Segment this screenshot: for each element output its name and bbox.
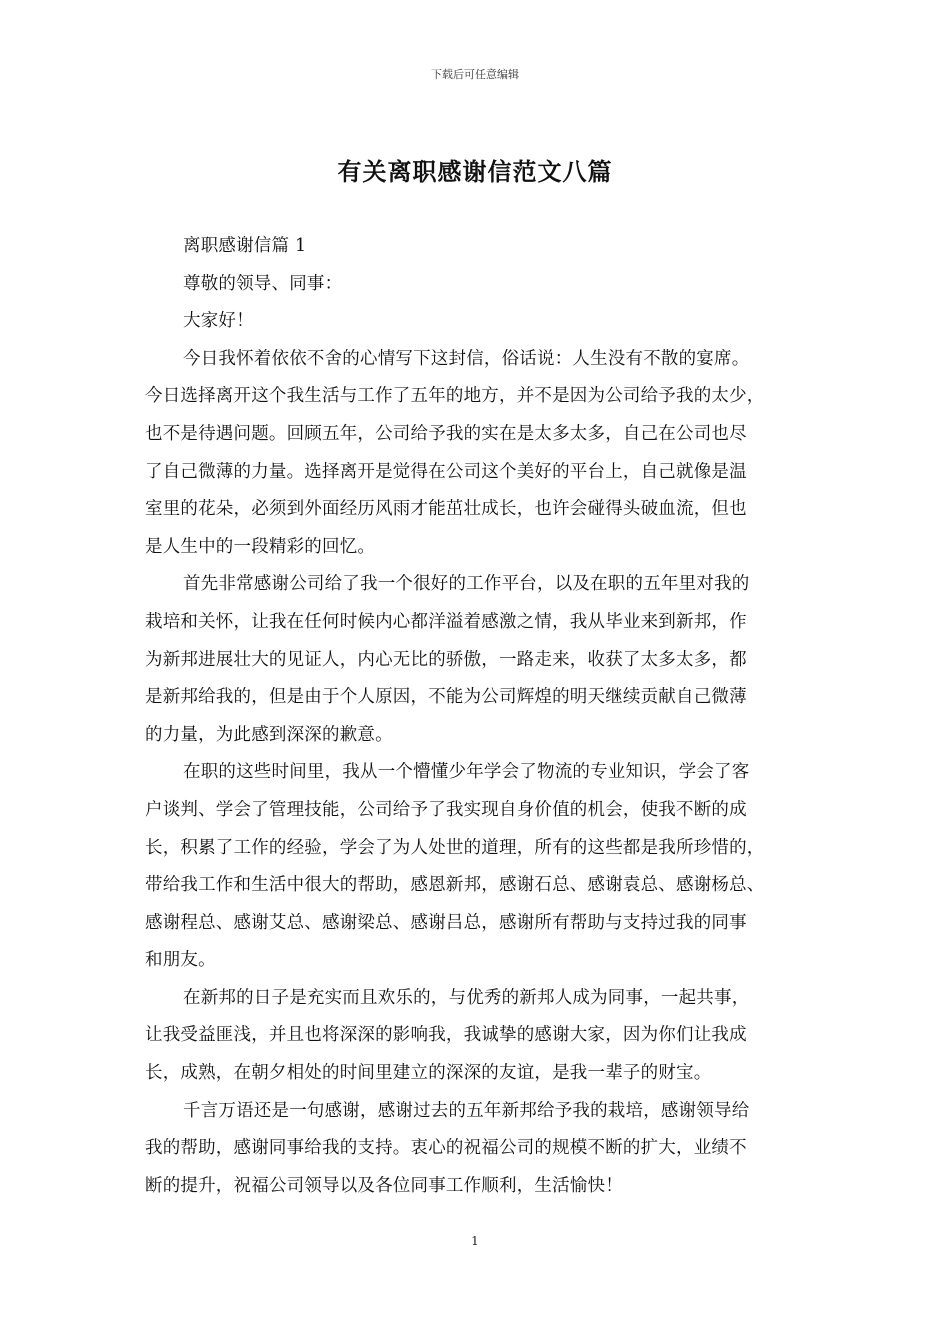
paragraph-line: 长，成熟，在朝夕相处的时间里建立的深深的友谊，是我一辈子的财宝。 [145, 1063, 712, 1084]
paragraph-line: 我的帮助，感谢同事给我的支持。衷心的祝福公司的规模不断的扩大，业绩不 [145, 1138, 747, 1159]
paragraph-line: 也不是待遇问题。回顾五年，公司给予我的实在是太多太多，自己在公司也尽 [145, 423, 747, 444]
page-number: 1 [471, 1234, 479, 1248]
paragraph-line: 今日选择离开这个我生活与工作了五年的地方，并不是因为公司给予我的太少， [145, 386, 765, 407]
paragraph-line: 是人生中的一段精彩的回忆。 [145, 536, 376, 557]
paragraph-line: 断的提升，祝福公司领导以及各位同事工作顺利，生活愉快！ [145, 1175, 623, 1196]
paragraph-line: 了自己微薄的力量。选择离开是觉得在公司这个美好的平台上，自己就像是温 [145, 461, 747, 482]
paragraph-line: 长，积累了工作的经验，学会了为人处世的道理，所有的这些都是我所珍惜的， [145, 837, 765, 858]
paragraph-line: 和朋友。 [145, 950, 216, 971]
paragraph-line: 室里的花朵，必须到外面经历风雨才能茁壮成长，也许会碰得头破血流，但也 [145, 499, 747, 520]
paragraph-line: 为新邦进展壮大的见证人，内心无比的骄傲，一路走来，收获了太多太多，都 [145, 649, 747, 670]
paragraph-line: 在职的这些时间里，我从一个懵懂少年学会了物流的专业知识，学会了客 [183, 762, 750, 783]
header-note: 下载后可任意编辑 [431, 68, 519, 81]
paragraph-line: 带给我工作和生活中很大的帮助，感恩新邦，感谢石总、感谢袁总、感谢杨总、 [145, 875, 765, 896]
paragraph-line: 在新邦的日子是充实而且欢乐的，与优秀的新邦人成为同事，一起共事， [183, 987, 750, 1008]
paragraph-line: 栽培和关怀，让我在任何时候内心都洋溢着感激之情，我从毕业来到新邦，作 [145, 611, 747, 632]
section-heading: 离职感谢信篇 1 [183, 236, 307, 256]
document-title: 有关离职感谢信范文八篇 [337, 157, 613, 186]
paragraph-line: 让我受益匪浅，并且也将深深的影响我，我诚挚的感谢大家，因为你们让我成 [145, 1025, 747, 1046]
greeting: 大家好！ [183, 311, 254, 332]
paragraph-line: 今日我怀着依依不舍的心情写下这封信，俗话说：人生没有不散的宴席。 [183, 348, 750, 369]
paragraph-line: 感谢程总、感谢艾总、感谢梁总、感谢吕总，感谢所有帮助与支持过我的同事 [145, 912, 747, 933]
paragraph-line: 户谈判、学会了管理技能，公司给予了我实现自身价值的机会，使我不断的成 [145, 799, 747, 820]
document-body [145, 228, 817, 1205]
salutation: 尊敬的领导、同事： [183, 273, 343, 294]
paragraph-line: 的力量，为此感到深深的歉意。 [145, 724, 393, 745]
paragraph-line: 千言万语还是一句感谢，感谢过去的五年新邦给予我的栽培，感谢领导给 [183, 1100, 750, 1121]
paragraph-line: 首先非常感谢公司给了我一个很好的工作平台，以及在职的五年里对我的 [183, 574, 750, 595]
paragraph-line: 是新邦给我的，但是由于个人原因，不能为公司辉煌的明天继续贡献自己微薄 [145, 687, 747, 708]
